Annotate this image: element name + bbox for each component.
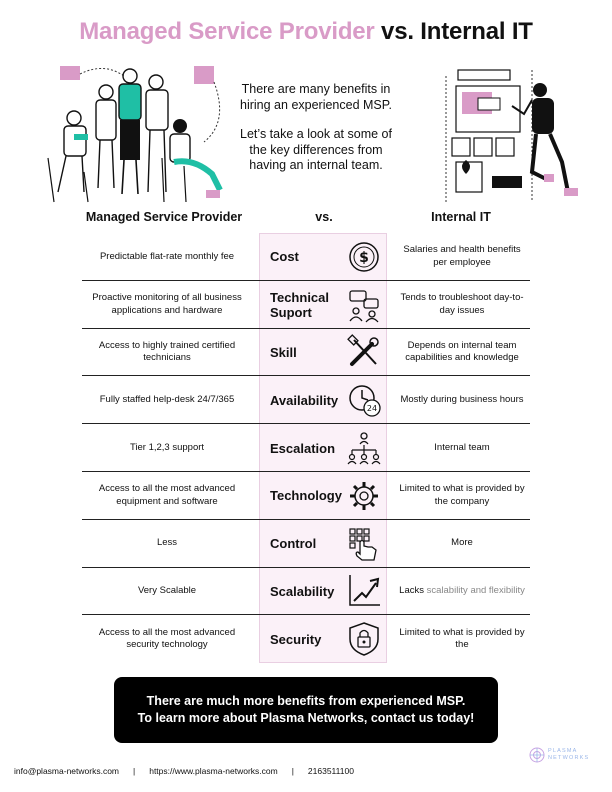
category-cell: [264, 520, 384, 568]
internal-cell: Tends to troubleshoot day-to-day issues: [400, 292, 524, 316]
intro-paragraph-1: There are many benefits in hiring an experienced MSP.: [240, 82, 392, 112]
logo-text: [548, 748, 589, 762]
shield-lock-icon: [346, 621, 382, 657]
category-label: Control: [270, 536, 317, 552]
comparison-table: [82, 233, 530, 663]
table-row: [82, 615, 530, 663]
footer-separator: |: [133, 766, 136, 776]
growth-chart-icon: [346, 573, 382, 609]
clock-24-icon: [346, 382, 382, 418]
internal-cell: Internal team: [434, 441, 490, 453]
logo-line-2: NETWORKS: [548, 755, 590, 761]
table-row: [82, 281, 530, 329]
internal-cell-part-2: scalability and flexibility: [426, 585, 525, 597]
category-label: Scalability: [270, 583, 335, 599]
category-cell: [264, 281, 384, 329]
internal-cell: More: [451, 537, 473, 549]
msp-cell: Access to all the most advanced equipment and software: [98, 483, 236, 507]
title-msp: Managed Service Provider: [79, 18, 375, 45]
category-cell: [264, 568, 384, 616]
table-row: [82, 520, 530, 568]
internal-it-illustration: [436, 62, 586, 210]
footer-separator: |: [291, 766, 294, 776]
internal-cell: Depends on internal team capabilities and knowledge: [405, 339, 519, 364]
category-label: Technical Suport: [270, 289, 330, 320]
footer-contact: [14, 766, 354, 776]
category-label: Cost: [270, 249, 299, 265]
page-title: [0, 18, 612, 46]
cta-line-2: To learn more about Plasma Networks, contact us today!: [137, 711, 475, 725]
internal-cell: Salaries and health benefits per employee: [403, 244, 521, 268]
table-row: [82, 424, 530, 472]
internal-cell-part-1: Lacks: [399, 585, 424, 597]
category-label: Skill: [270, 344, 297, 360]
column-header-internal: Internal IT: [431, 210, 491, 224]
keypad-touch-icon: [346, 526, 382, 562]
category-cell: [264, 424, 384, 472]
category-cell: [264, 329, 384, 377]
msp-cell: Very Scalable: [137, 585, 197, 597]
table-row: [82, 329, 530, 377]
msp-cell: Fully staffed help-desk 24/7/365: [99, 394, 235, 406]
msp-cell: Less: [156, 537, 178, 549]
logo-line-1: PLASMA: [548, 748, 578, 754]
dollar-coin-icon: [346, 239, 382, 275]
table-row: [82, 568, 530, 616]
table-row: [82, 376, 530, 424]
footer-website[interactable]: https://www.plasma-networks.com: [149, 766, 278, 776]
column-header-vs: vs.: [315, 210, 333, 224]
msp-cell: Proactive monitoring of all business applications and hardware: [92, 292, 242, 316]
gear-icon: [346, 478, 382, 514]
category-label: Escalation: [270, 440, 336, 456]
msp-cell: Tier 1,2,3 support: [129, 441, 205, 453]
msp-cell: Access to highly trained certified technicians: [98, 339, 236, 364]
chat-people-icon: [346, 287, 382, 323]
svg-text:24: 24: [366, 404, 378, 414]
internal-cell: Mostly during business hours: [400, 394, 524, 406]
internal-cell: Limited to what is provided by the company: [399, 483, 525, 507]
wrench-screwdriver-icon: [346, 334, 382, 370]
org-chart-icon: [346, 430, 382, 466]
internal-cell: Limited to what is provided by the: [399, 626, 525, 651]
intro-paragraph-2: Let’s take a look at some of the key differences from having an internal team.: [240, 127, 392, 172]
team-illustration: [44, 62, 234, 212]
cta-line-1: There are much more benefits from experienced MSP.: [146, 694, 466, 708]
intro-text: [236, 82, 396, 174]
category-label: Technology: [270, 488, 342, 504]
internal-cell: [394, 568, 530, 616]
title-internal: vs. Internal IT: [381, 18, 533, 45]
category-label: Security: [270, 631, 322, 647]
msp-cell: Predictable flat-rate monthly fee: [99, 250, 235, 262]
category-cell: [264, 615, 384, 663]
category-cell: [264, 472, 384, 520]
category-cell: [264, 376, 384, 424]
svg-text:$: $: [359, 249, 369, 266]
cta-banner: [114, 677, 498, 743]
column-header-msp: Managed Service Provider: [85, 210, 243, 224]
footer-phone[interactable]: 2163511100: [307, 766, 354, 776]
footer-email[interactable]: info@plasma-networks.com: [14, 766, 119, 776]
table-row: [82, 233, 530, 281]
category-cell: [264, 233, 384, 281]
category-label: Availability: [270, 392, 339, 408]
table-row: [82, 472, 530, 520]
msp-cell: Access to all the most advanced security technology: [98, 626, 236, 651]
